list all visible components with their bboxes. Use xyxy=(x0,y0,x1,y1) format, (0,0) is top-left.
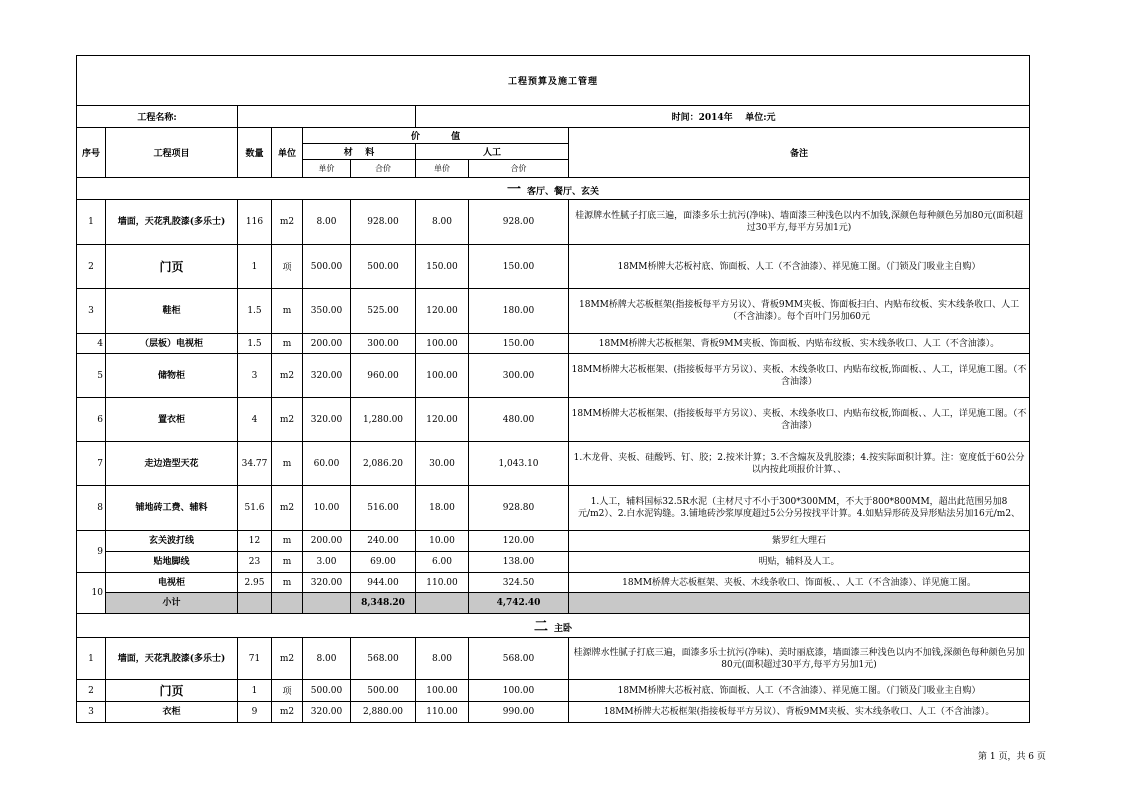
cell-labor-total: 324.50 xyxy=(469,573,569,593)
cell-material-total: 2,880.00 xyxy=(351,702,416,723)
cell-item: 衣柜 xyxy=(106,702,238,723)
cell-material-price: 8.00 xyxy=(303,200,351,245)
cell-item: 置衣柜 xyxy=(106,398,238,442)
section-header xyxy=(77,178,1030,200)
cell-qty: 1.5 xyxy=(238,334,272,354)
cell-item: 电视柜 xyxy=(106,573,238,593)
cell-labor-total: 180.00 xyxy=(469,289,569,334)
cell-labor-total: 150.00 xyxy=(469,245,569,289)
cell-labor-price: 6.00 xyxy=(416,552,469,573)
cell-qty: 51.6 xyxy=(238,486,272,531)
table-row xyxy=(77,334,1030,354)
cell-seq: 2 xyxy=(77,680,106,702)
cell-unit: m2 xyxy=(272,638,303,680)
table-row xyxy=(77,552,1030,573)
cell-unit: 项 xyxy=(272,245,303,289)
cell-seq: 1 xyxy=(77,638,106,680)
cell-labor-price: 100.00 xyxy=(416,680,469,702)
cell-note: 明贴，辅料及人工。 xyxy=(569,552,1030,573)
cell-note: 18MM桥牌大芯板衬底、饰面板、人工（不含油漆）、祥见施工图。（门锁及门吸业主自购） xyxy=(569,245,1030,289)
cell-unit: m2 xyxy=(272,200,303,245)
table-row xyxy=(77,486,1030,531)
cell-material-total: 960.00 xyxy=(351,354,416,398)
cell-labor-total: 568.00 xyxy=(469,638,569,680)
section-header xyxy=(77,614,1030,638)
cell-unit: m xyxy=(272,552,303,573)
section-number: 二 xyxy=(534,618,549,635)
cell-unit: m2 xyxy=(272,354,303,398)
header-remark: 备注 xyxy=(569,128,1030,178)
cell-note: 18MM桥牌大芯板框架(指接板每平方另议）、背板9MM夹板、饰面板扫白、内贴布纹板、实木线条收口、人工（不含油漆）。每个百叶门另加60元 xyxy=(569,289,1030,334)
cell-labor-price: 120.00 xyxy=(416,398,469,442)
cell-material-price: 350.00 xyxy=(303,289,351,334)
time-unit-cell xyxy=(416,106,1030,128)
cell-labor-price: 30.00 xyxy=(416,442,469,486)
cell-qty: 71 xyxy=(238,638,272,680)
cell-material-price: 320.00 xyxy=(303,398,351,442)
cell-material-price: 320.00 xyxy=(303,354,351,398)
cell-item: 走边造型天花 xyxy=(106,442,238,486)
cell-material-total: 2,086.20 xyxy=(351,442,416,486)
table-row xyxy=(77,354,1030,398)
cell-material-total: 525.00 xyxy=(351,289,416,334)
cell-qty: 12 xyxy=(238,531,272,552)
header-price-value: 价 值 xyxy=(303,128,569,144)
cell-labor-price: 18.00 xyxy=(416,486,469,531)
cell-unit: m2 xyxy=(272,398,303,442)
cell-qty: 4 xyxy=(238,398,272,442)
cell-unit: m xyxy=(272,531,303,552)
table-row xyxy=(77,573,1030,593)
cell-qty: 2.95 xyxy=(238,573,272,593)
cell-labor-price: 120.00 xyxy=(416,289,469,334)
cell-unit: m xyxy=(272,334,303,354)
cell-item: 铺地砖工费、辅料 xyxy=(106,486,238,531)
cell-material-price: 320.00 xyxy=(303,702,351,723)
cell-material-total: 240.00 xyxy=(351,531,416,552)
header-seq: 序号 xyxy=(77,128,106,178)
cell-material-price: 200.00 xyxy=(303,531,351,552)
subtotal-material: 8,348.20 xyxy=(351,593,416,614)
cell-note: 18MM桥牌大芯板衬底、饰面板、人工（不含油漆）、祥见施工图。（门锁及门吸业主自购） xyxy=(569,680,1030,702)
table-row xyxy=(77,245,1030,289)
cell-material-total: 928.00 xyxy=(351,200,416,245)
cell-labor-total: 990.00 xyxy=(469,702,569,723)
cell-seq: 3 xyxy=(77,289,106,334)
cell-labor-price: 100.00 xyxy=(416,354,469,398)
cell-material-total: 944.00 xyxy=(351,573,416,593)
cell-material-price: 500.00 xyxy=(303,245,351,289)
cell-material-total: 568.00 xyxy=(351,638,416,680)
cell-item: 门页 xyxy=(106,245,238,289)
cell-note: 18MM桥牌大芯板框架、(指接板每平方另议）、夹板、木线条收口、内贴布纹板,饰面板、、人工，详见施工图。（不含油漆） xyxy=(569,354,1030,398)
cell-labor-total: 100.00 xyxy=(469,680,569,702)
cell-material-total: 69.00 xyxy=(351,552,416,573)
cell-seq: 7 xyxy=(77,442,106,486)
cell-labor-total: 300.00 xyxy=(469,354,569,398)
cell-note: 桂源牌水性腻子打底三遍，面漆多乐士抗污(净味)、美时丽底漆，墙面漆三种浅色以内不加钱,深颜色每种颜色另加80元(面积超过30平方,每平方另加1元) xyxy=(569,638,1030,680)
cell-labor-total: 1,043.10 xyxy=(469,442,569,486)
cell-qty: 23 xyxy=(238,552,272,573)
cell-labor-total: 138.00 xyxy=(469,552,569,573)
cell-labor-price: 8.00 xyxy=(416,200,469,245)
cell-item: 贴地脚线 xyxy=(106,552,238,573)
cell-note: 1.木龙骨、夹板、硅酸钙、钉、胶；2.按米计算；3.不含煽灰及乳胶漆；4.按实际面积计算。注：宽度低于60公分以内按此项报价计算、、 xyxy=(569,442,1030,486)
cell-item: 墙面，天花乳胶漆(多乐士) xyxy=(106,638,238,680)
cell-labor-price: 110.00 xyxy=(416,573,469,593)
header-qty: 数量 xyxy=(238,128,272,178)
cell-seq: 5 xyxy=(77,354,106,398)
cell-seq: 10 xyxy=(77,573,106,614)
cell-item: 储物柜 xyxy=(106,354,238,398)
section-number: 一 xyxy=(507,181,522,198)
cell-material-price: 3.00 xyxy=(303,552,351,573)
cell-note: 18MM桥牌大芯板框架(指接板每平方另议）、背板9MM夹板、实木线条收口、人工（不含油漆）。 xyxy=(569,702,1030,723)
cell-item: 门页 xyxy=(106,680,238,702)
cell-qty: 9 xyxy=(238,702,272,723)
cell-material-price: 320.00 xyxy=(303,573,351,593)
cell-labor-price: 150.00 xyxy=(416,245,469,289)
cell-item: 墙面，天花乳胶漆(多乐士) xyxy=(106,200,238,245)
cell-seq: 8 xyxy=(77,486,106,531)
cell-labor-total: 928.80 xyxy=(469,486,569,531)
cell-labor-price: 110.00 xyxy=(416,702,469,723)
cell-labor-total: 150.00 xyxy=(469,334,569,354)
cell-note: 桂源牌水性腻子打底三遍，面漆多乐士抗污(净味)、墙面漆三种浅色以内不加钱,深颜色每种颜色另加80元(面积超过30平方,每平方另加1元) xyxy=(569,200,1030,245)
cell-seq: 9 xyxy=(77,531,106,573)
cell-labor-price: 10.00 xyxy=(416,531,469,552)
header-material-unit-price: 单价 xyxy=(303,160,351,178)
budget-sheet xyxy=(76,55,1030,723)
cell-qty: 1.5 xyxy=(238,289,272,334)
cell-material-total: 516.00 xyxy=(351,486,416,531)
table-row xyxy=(77,289,1030,334)
subtotal-labor: 4,742.40 xyxy=(469,593,569,614)
cell-note: 18MM桥牌大芯板框架、夹板、木线条收口、饰面板、、人工（不含油漆）、详见施工图。 xyxy=(569,573,1030,593)
cell-unit: m xyxy=(272,289,303,334)
cell-seq: 1 xyxy=(77,200,106,245)
cell-seq: 6 xyxy=(77,398,106,442)
cell-material-total: 1,280.00 xyxy=(351,398,416,442)
cell-note: 1.人工，辅料国标32.5R水泥（主材尺寸不小于300*300MM，不大于800*800MM，超出此范围另加8元/m2）、2.白水泥钩缝。3.铺地砖沙浆厚度超过5公分另按找平计算。4.如贴异形砖及异形贴法另加16元/m2、 xyxy=(569,486,1030,531)
table-row xyxy=(77,442,1030,486)
table-row xyxy=(77,702,1030,723)
header-labor-total: 合价 xyxy=(469,160,569,178)
cell-unit: m2 xyxy=(272,486,303,531)
table-row xyxy=(77,200,1030,245)
cell-material-total: 300.00 xyxy=(351,334,416,354)
cell-material-total: 500.00 xyxy=(351,680,416,702)
header-material: 材 料 xyxy=(303,144,416,160)
unit-label: 单位:元 xyxy=(745,113,776,123)
cell-note: 18MM桥牌大芯板框架、背板9MM夹板、饰面板、内贴布纹板、实木线条收口、人工（不含油漆）。 xyxy=(569,334,1030,354)
cell-qty: 34.77 xyxy=(238,442,272,486)
cell-item: （层板）电视柜 xyxy=(106,334,238,354)
cell-note: 18MM桥牌大芯板框架、(指接板每平方另议）、夹板、木线条收口、内贴布纹板,饰面板、、人工，详见施工图。（不含油漆） xyxy=(569,398,1030,442)
cell-item: 玄关波打线 xyxy=(106,531,238,552)
header-labor: 人工 xyxy=(416,144,569,160)
header-item: 工程项目 xyxy=(106,128,238,178)
cell-seq: 2 xyxy=(77,245,106,289)
header-labor-unit-price: 单价 xyxy=(416,160,469,178)
cell-labor-price: 100.00 xyxy=(416,334,469,354)
cell-labor-total: 928.00 xyxy=(469,200,569,245)
cell-qty: 1 xyxy=(238,245,272,289)
header-unit: 单位 xyxy=(272,128,303,178)
cell-material-total: 500.00 xyxy=(351,245,416,289)
subtotal-row xyxy=(77,593,1030,614)
cell-material-price: 500.00 xyxy=(303,680,351,702)
section-name: 客厅、餐厅、玄关 xyxy=(527,186,600,197)
cell-unit: m xyxy=(272,442,303,486)
cell-qty: 116 xyxy=(238,200,272,245)
cell-material-price: 8.00 xyxy=(303,638,351,680)
subtotal-label: 小计 xyxy=(106,593,238,614)
cell-seq: 4 xyxy=(77,334,106,354)
cell-seq: 3 xyxy=(77,702,106,723)
cell-material-price: 60.00 xyxy=(303,442,351,486)
table-row xyxy=(77,638,1030,680)
cell-material-price: 200.00 xyxy=(303,334,351,354)
cell-unit: m2 xyxy=(272,702,303,723)
header-material-total: 合价 xyxy=(351,160,416,178)
cell-qty: 3 xyxy=(238,354,272,398)
cell-unit: m xyxy=(272,573,303,593)
table-row xyxy=(77,680,1030,702)
cell-labor-total: 480.00 xyxy=(469,398,569,442)
cell-item: 鞋柜 xyxy=(106,289,238,334)
table-row xyxy=(77,398,1030,442)
cell-qty: 1 xyxy=(238,680,272,702)
cell-labor-total: 120.00 xyxy=(469,531,569,552)
cell-labor-price: 8.00 xyxy=(416,638,469,680)
page-title: 工程预算及施工管理 xyxy=(77,56,1030,106)
cell-material-price: 10.00 xyxy=(303,486,351,531)
time-label: 时间：2014年 xyxy=(671,113,733,123)
section-name: 主卧 xyxy=(554,623,573,634)
cell-unit: 项 xyxy=(272,680,303,702)
page-footer: 第 1 页，共 6 页 xyxy=(978,752,1046,762)
table-row xyxy=(77,531,1030,552)
cell-note: 紫罗红大理石 xyxy=(569,531,1030,552)
project-name-label: 工程名称: xyxy=(77,106,238,128)
